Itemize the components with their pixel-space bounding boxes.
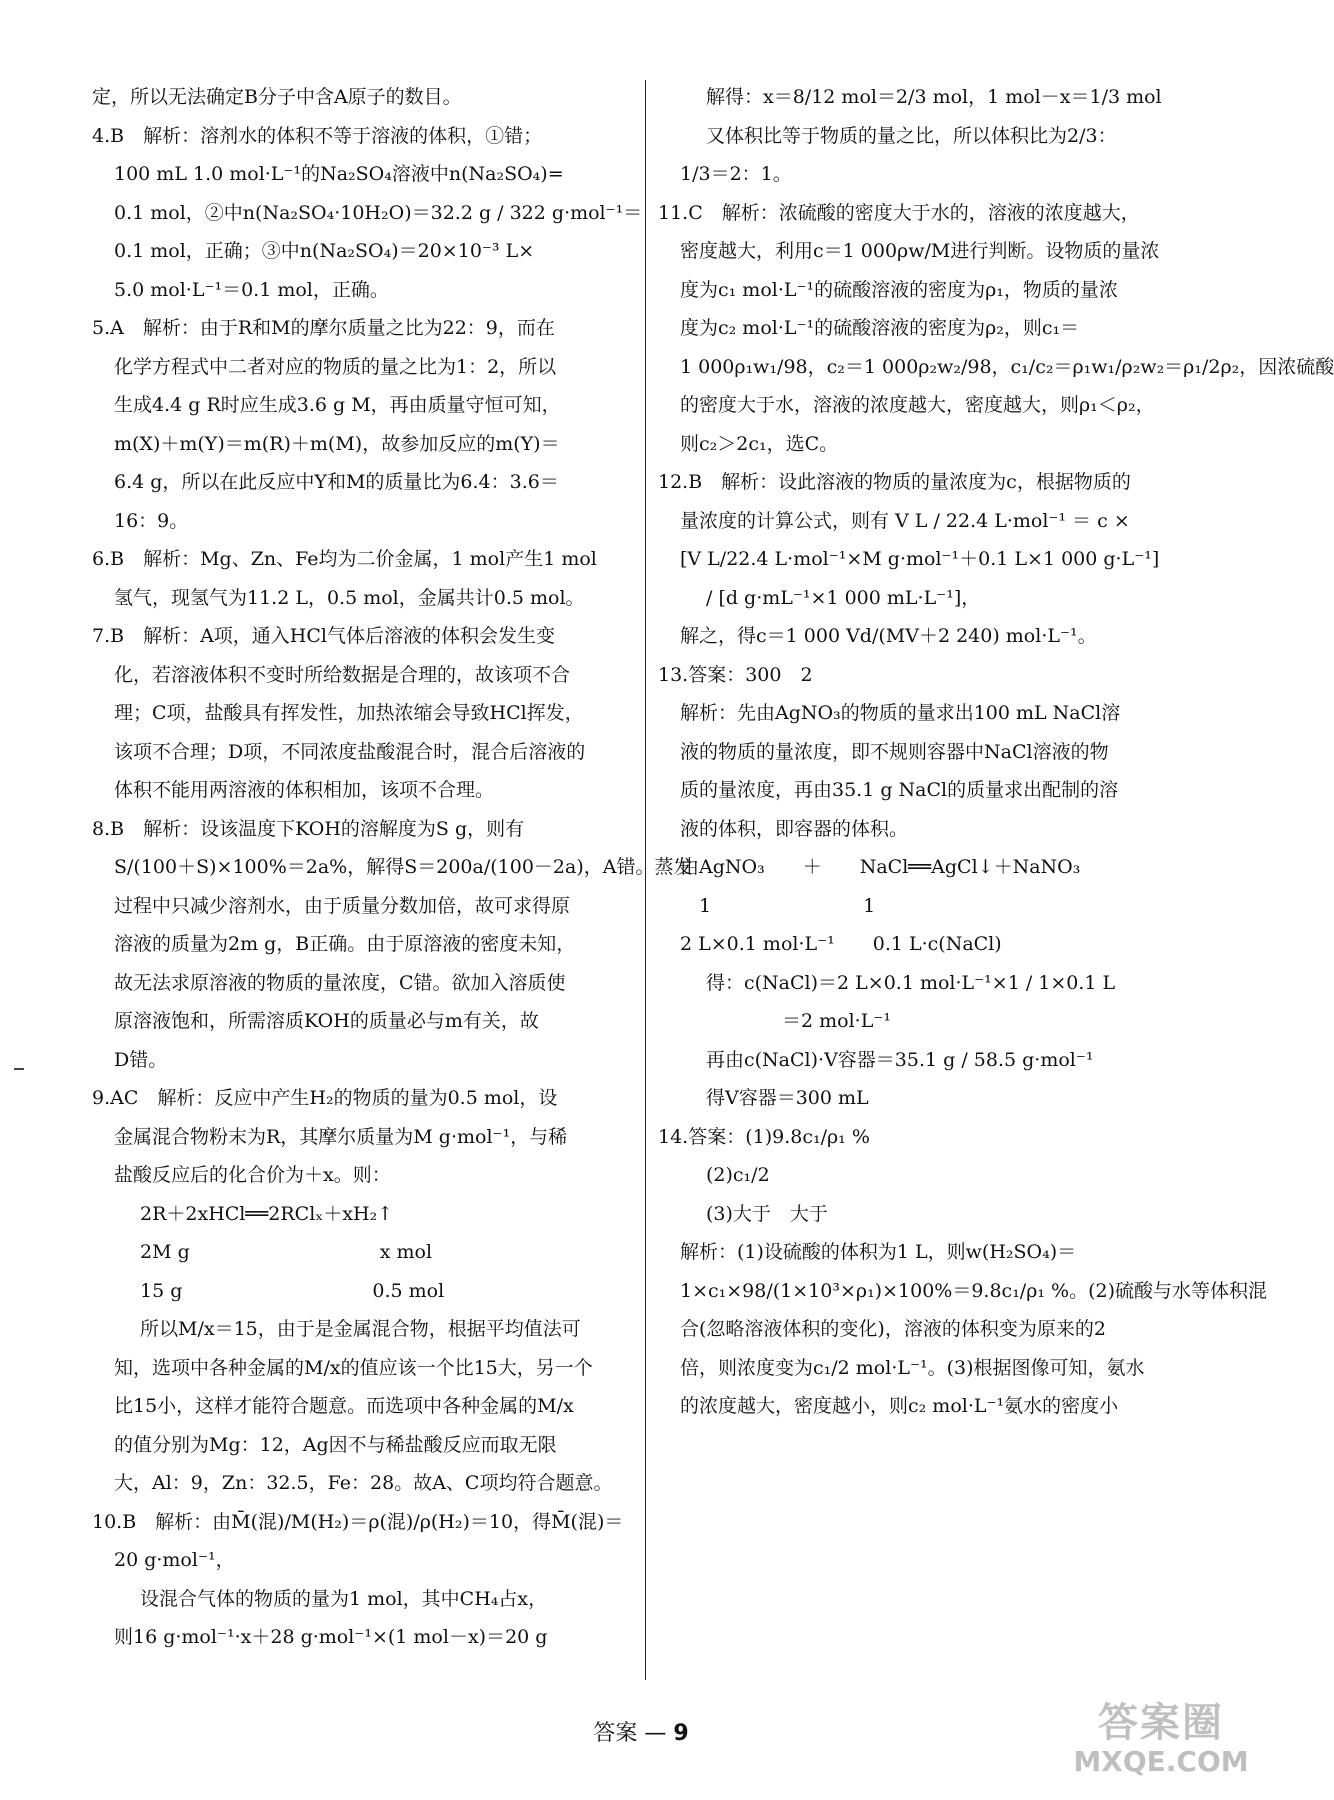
text-line: 理；C项，盐酸具有挥发性，加热浓缩会导致HCl挥发， (114, 702, 584, 724)
equation-line: ＝2 mol·L⁻¹ (706, 1010, 891, 1032)
text-line: (3)大于 大于 (706, 1202, 828, 1225)
text-line: 盐酸反应后的化合价为＋x。则： (114, 1164, 391, 1186)
text-line: 的值分别为Mg：12，Ag因不与稀盐酸反应而取无限 (114, 1433, 557, 1456)
text-line: 大，Al：9，Zn：32.5，Fe：28。故A、C项均符合题意。 (114, 1472, 613, 1494)
text-line: 液的体积，即容器的体积。 (680, 817, 909, 840)
text-line: 1 000ρ₁w₁/98，c₂＝1 000ρ₂w₂/98，c₁/c₂＝ρ₁w₁/ρ₂w₂＝ρ₁/2ρ₂，因浓硫酸 (680, 355, 1334, 378)
text-line: 化，若溶液体积不变时所给数据是合理的，故该项不合 (114, 663, 571, 686)
text-line: 6.B 解析：Mg、Zn、Fe均为二价金属，1 mol产生1 mol (92, 548, 597, 570)
equation-line: 2M g x mol (140, 1241, 433, 1263)
equation-line: 得：c(NaCl)＝2 L×0.1 mol·L⁻¹×1 / 1×0.1 L (706, 971, 1116, 994)
text-line: 16：9。 (114, 509, 189, 532)
text-line: 过程中只减少溶剂水，由于质量分数加倍，故可求得原 (114, 894, 571, 917)
text-line: 液的物质的量浓度，即不规则容器中NaCl溶液的物 (680, 740, 1109, 763)
equation-line: 2R＋2xHCl══2RClₓ＋xH₂↑ (140, 1202, 394, 1225)
text-line: 金属混合物粉末为R，其摩尔质量为M g·mol⁻¹，与稀 (114, 1125, 568, 1148)
text-line: 溶液的质量为2m g，B正确。由于原溶液的密度未知， (114, 933, 576, 955)
text-line: 合(忽略溶液体积的变化)，溶液的体积变为原来的2 (680, 1318, 1106, 1340)
text-line: m(X)＋m(Y)＝m(R)＋m(M)，故参加反应的m(Y)＝ (114, 432, 560, 455)
text-line: 4.B 解析：溶剂水的体积不等于溶液的体积，①错； (92, 124, 543, 147)
text-line: 8.B 解析：设该温度下KOH的溶解度为S g，则有 (92, 817, 525, 840)
text-line: 质的量浓度，再由35.1 g NaCl的质量求出配制的溶 (680, 779, 1119, 801)
text-line: 5.A 解析：由于R和M的摩尔质量之比为22：9，而在 (92, 317, 555, 339)
text-line: (2)c₁/2 (706, 1164, 770, 1186)
text-line: 则16 g·mol⁻¹·x＋28 g·mol⁻¹×(1 mol－x)＝20 g (114, 1626, 548, 1648)
text-line: 10.B 解析：由M̄(混)/M(H₂)＝ρ(混)/ρ(H₂)＝10，得M̄(混)＝ (92, 1510, 624, 1533)
text-line: 倍，则浓度变为c₁/2 mol·L⁻¹。(3)根据图像可知，氨水 (680, 1356, 1145, 1379)
text-line: 解析：(1)设硫酸的体积为1 L，则w(H₂SO₄)＝ (680, 1241, 1077, 1263)
text-line: 体积不能用两溶液的体积相加，该项不合理。 (114, 779, 495, 801)
left-column (92, 78, 693, 1657)
text-line: 1/3＝2：1。 (680, 163, 792, 185)
text-line: 5.0 mol·L⁻¹＝0.1 mol，正确。 (114, 278, 389, 301)
text-line: 度为c₁ mol·L⁻¹的硫酸溶液的密度为ρ₁，物质的量浓 (680, 278, 1118, 301)
right-column (658, 78, 1334, 1426)
text-line: 1×c₁×98/(1×10³×ρ₁)×100%＝9.8c₁/ρ₁ %。(2)硫酸与水等体积混 (680, 1279, 1268, 1302)
text-line: 生成4.4 g R时应生成3.6 g M，再由质量守恒可知， (114, 394, 561, 416)
equation-line: 2 L×0.1 mol·L⁻¹ 0.1 L·c(NaCl) (680, 933, 1002, 955)
text-line: 100 mL 1.0 mol·L⁻¹的Na₂SO₄溶液中n(Na₂SO₄)= (114, 163, 564, 185)
text-line: 11.C 解析：浓硫酸的密度大于水的，溶液的浓度越大， (658, 201, 1140, 224)
text-line: 解析：先由AgNO₃的物质的量求出100 mL NaCl溶 (680, 702, 1121, 724)
page-number: 9 (673, 1721, 689, 1746)
footer-label: 答案 — (593, 1721, 674, 1746)
equation-line: 1 1 (680, 894, 876, 917)
text-line: 13.答案：300 2 (658, 663, 813, 686)
watermark-text: 答案圈 (1098, 1700, 1224, 1746)
margin-mark (14, 1068, 24, 1070)
text-line: 故无法求原溶液的物质的量浓度，C错。欲加入溶质使 (114, 971, 566, 994)
text-line: 则c₂＞2c₁，选C。 (680, 432, 839, 455)
text-line: 量浓度的计算公式，则有 V L / 22.4 L·mol⁻¹ ＝ c × (680, 509, 1130, 532)
equation-line: 再由c(NaCl)·V容器＝35.1 g / 58.5 g·mol⁻¹ (706, 1048, 1094, 1071)
text-line: 6.4 g，所以在此反应中Y和M的质量比为6.4：3.6＝ (114, 471, 559, 493)
text-line: 原溶液饱和，所需溶质KOH的质量必与m有关，故 (114, 1010, 539, 1032)
text-line: 7.B 解析：A项，通入HCl气体后溶液的体积会发生变 (92, 625, 555, 647)
text-line: D错。 (114, 1048, 168, 1071)
formula-line: [V L/22.4 L·mol⁻¹×M g·mol⁻¹＋0.1 L×1 000 g·L⁻¹] (680, 548, 1160, 570)
equation-line: 得V容器＝300 mL (706, 1087, 869, 1109)
text-line: 知，选项中各种金属的M/x的值应该一个比15大，另一个 (114, 1356, 593, 1379)
text-line: 设混合气体的物质的量为1 mol，其中CH₄占x， (140, 1587, 548, 1610)
equation-line: 由AgNO₃ ＋ NaCl══AgCl↓＋NaNO₃ (680, 856, 1081, 878)
text-line: 解之，得c＝1 000 Vd/(MV＋2 240) mol·L⁻¹。 (680, 625, 1097, 647)
text-line: 12.B 解析：设此溶液的物质的量浓度为c，根据物质的 (658, 471, 1131, 493)
equation-line: 15 g 0.5 mol (140, 1279, 445, 1302)
text-line: 14.答案：(1)9.8c₁/ρ₁ % (658, 1125, 870, 1148)
text-line: 氢气，现氢气为11.2 L，0.5 mol，金属共计0.5 mol。 (114, 586, 585, 609)
text-line: 9.AC 解析：反应中产生H₂的物质的量为0.5 mol，设 (92, 1087, 558, 1109)
text-line: 化学方程式中二者对应的物质的量之比为1：2，所以 (114, 355, 557, 378)
text-line: 所以M/x＝15，由于是金属混合物，根据平均值法可 (140, 1318, 581, 1340)
watermark-logo (1068, 1700, 1254, 1786)
watermark-url: MXQE.COM (1073, 1745, 1249, 1778)
text-line: 定，所以无法确定B分子中含A原子的数目。 (92, 86, 462, 108)
text-line: 密度越大，利用c＝1 000ρw/M进行判断。设物质的量浓 (680, 240, 1160, 262)
text-line: 度为c₂ mol·L⁻¹的硫酸溶液的密度为ρ₂，则c₁＝ (680, 317, 1080, 339)
text-line: 0.1 mol，正确；③中n(Na₂SO₄)＝20×10⁻³ L× (114, 240, 535, 262)
text-line: 比15小，这样才能符合题意。而选项中各种金属的M/x (114, 1395, 574, 1417)
text-line: 该项不合理；D项，不同浓度盐酸混合时，混合后溶液的 (114, 740, 586, 763)
text-line: 又体积比等于物质的量之比，所以体积比为2/3： (706, 124, 1117, 147)
text-line: 0.1 mol，②中n(Na₂SO₄·10H₂O)＝32.2 g / 322 g·mol⁻¹＝ (114, 201, 643, 224)
text-line: 的浓度越大，密度越小，则c₂ mol·L⁻¹氨水的密度小 (680, 1395, 1119, 1417)
formula-line: / [d g·mL⁻¹×1 000 mL·L⁻¹]， (706, 586, 981, 609)
text-line: S/(100＋S)×100%＝2a%，解得S＝200a/(100－2a)，A错。蒸发 (114, 856, 693, 878)
text-line: 解得：x＝8/12 mol＝2/3 mol，1 mol－x＝1/3 mol (706, 86, 1162, 108)
text-line: 20 g·mol⁻¹， (114, 1549, 235, 1571)
text-line: 的密度大于水，溶液的浓度越大，密度越大，则ρ₁＜ρ₂， (680, 394, 1155, 416)
